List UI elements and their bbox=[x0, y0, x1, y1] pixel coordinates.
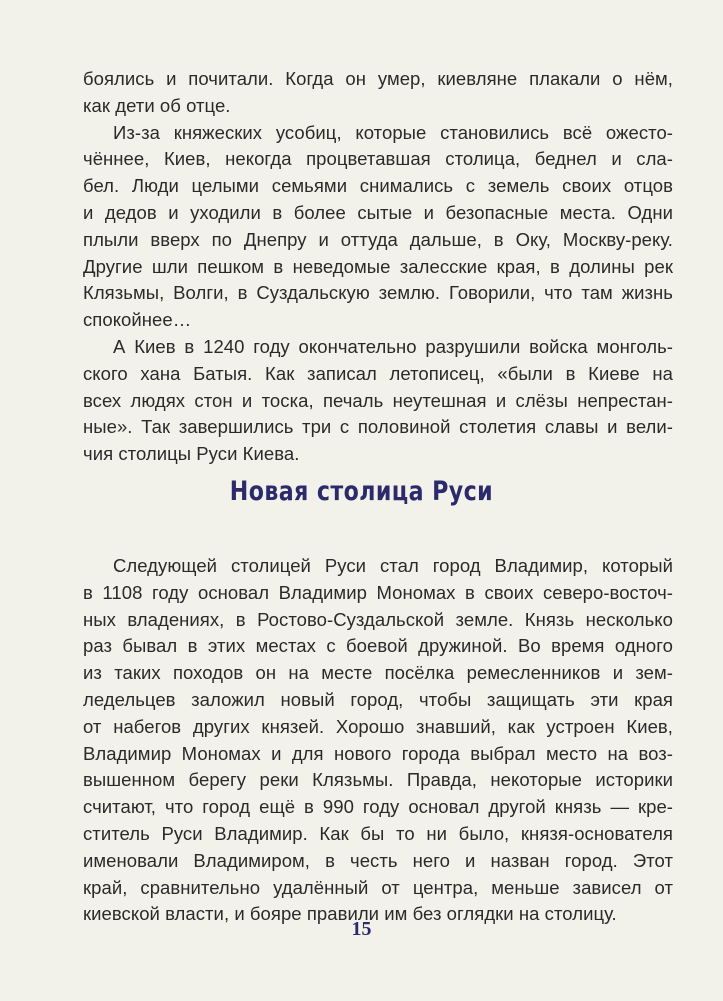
text-block-bottom bbox=[83, 553, 673, 928]
text-line: именовали Владимиром, в честь него и назван город. Этот bbox=[83, 849, 673, 871]
page-number: 15 bbox=[351, 918, 372, 940]
text-line: А Киев в 1240 году окончательно разрушили войска монголь- bbox=[113, 335, 673, 357]
text-line: из таких походов он на месте посёлка ремесленников и зем- bbox=[83, 662, 673, 684]
paragraph bbox=[83, 334, 673, 468]
text-line: Клязьмы, Волги, в Суздальскую землю. Говорили, что там жизнь bbox=[83, 282, 673, 304]
text-line: от набегов других князей. Хорошо знавший, как устроен Киев, bbox=[83, 715, 673, 737]
text-line: чия столицы Руси Киева. bbox=[83, 443, 300, 465]
text-line: ледельцев заложил новый город, чтобы защищать эти края bbox=[83, 688, 673, 710]
text-line: считают, что город ещё в 990 году основал другой князь — кре- bbox=[83, 796, 673, 818]
text-line: ского хана Батыя. Как записал летописец, «были в Киеве на bbox=[83, 362, 673, 384]
text-line: ных владениях, в Ростово-Суздальской земле. Князь несколько bbox=[83, 608, 673, 630]
text-line: всех людях стон и тоска, печаль неутешная и слёзы непрестан- bbox=[83, 389, 673, 411]
text-line: как дети об отце. bbox=[83, 94, 231, 116]
text-line: плыли вверх по Днепру и оттуда дальше, в Оку, Москву-реку. bbox=[83, 228, 673, 250]
text-line: спокойнее… bbox=[83, 309, 192, 331]
text-line: раз бывал в этих местах с боевой дружиной. Во время одного bbox=[83, 635, 673, 657]
text-block-top bbox=[83, 66, 673, 468]
text-line: ные». Так завершились три с половиной столетия славы и вели- bbox=[83, 416, 673, 438]
paragraph bbox=[83, 66, 673, 120]
text-line: и дедов и уходили в более сытые и безопасные места. Одни bbox=[83, 201, 673, 223]
text-line: Владимир Мономах и для нового города выбрал место на воз- bbox=[83, 742, 673, 764]
section-heading: Новая столица Руси bbox=[229, 476, 494, 507]
text-line: Другие шли пешком в неведомые залесские края, в долины рек bbox=[83, 255, 673, 277]
text-line: Следующей столицей Руси стал город Владимир, который bbox=[113, 555, 673, 576]
text-line: боялись и почитали. Когда он умер, киевляне плакали о нём, bbox=[83, 68, 673, 89]
text-line: вышенном берегу реки Клязьмы. Правда, некоторые историки bbox=[83, 769, 673, 791]
text-line: бел. Люди целыми семьями снимались с земель своих отцов bbox=[83, 175, 673, 197]
text-line: киевской власти, и бояре правили им без оглядки на столицу. bbox=[83, 903, 617, 925]
text-line: край, сравнительно удалённый от центра, меньше зависел от bbox=[83, 876, 673, 898]
text-line: ститель Руси Владимир. Как бы то ни было, князя-основателя bbox=[83, 822, 673, 844]
paragraph bbox=[83, 553, 673, 928]
text-line: чённее, Киев, некогда процветавшая столица, беднел и сла- bbox=[83, 148, 673, 170]
text-line: в 1108 году основал Владимир Мономах в своих северо-восточ- bbox=[83, 581, 673, 603]
text-line: Из-за княжеских усобиц, которые становились всё ожесто- bbox=[113, 121, 673, 143]
paragraph bbox=[83, 120, 673, 334]
